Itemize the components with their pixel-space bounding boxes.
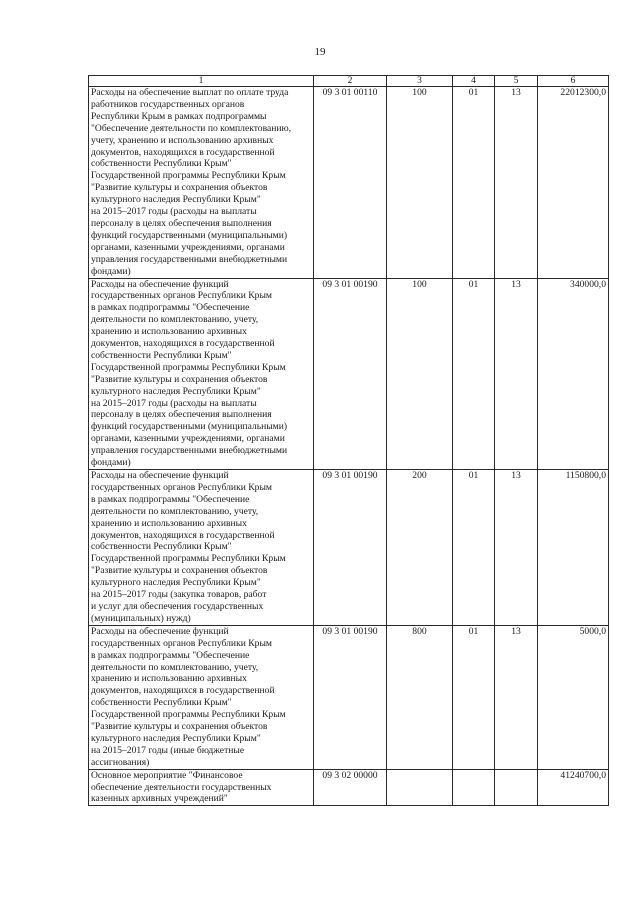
- section-code: 01: [453, 625, 495, 769]
- header-row: [89, 76, 609, 87]
- expense-name: Расходы на обеспечение функций государственных органов Республики Крым в рамках подпрограммы "Обеспечение деятельности по комплектованию, учету, хранению и использованию архивных документов, находящихся в государственной собственности Республики Крым" Государственной программы Республики Крым "Развитие культуры и сохранения объектов культурного наследия Республики Крым" на 2015–2017 годы (закупка товаров, работ и услуг для обеспечения государственных (муниципальных) нужд): [89, 470, 314, 626]
- table-row: [89, 769, 609, 806]
- table-row: [89, 625, 609, 769]
- page-number: 19: [314, 46, 326, 58]
- amount: 5000,0: [538, 625, 609, 769]
- amount: 340000,0: [538, 278, 609, 470]
- expense-type-code: 200: [387, 470, 453, 626]
- expense-name: Расходы на обеспечение функций государственных органов Республики Крым в рамках подпрограммы "Обеспечение деятельности по комплектованию, учету, хранению и использованию архивных документов, находящихся в государственной собственности Республики Крым" Государственной программы Республики Крым "Развитие культуры и сохранения объектов культурного наследия Республики Крым" на 2015–2017 годы (иные бюджетные ассигнования): [89, 625, 314, 769]
- expense-name: Расходы на обеспечение функций государственных органов Республики Крым в рамках подпрограммы "Обеспечение деятельности по комплектованию, учету, хранению и использованию архивных документов, находящихся в государственной собственности Республики Крым" Государственной программы Республики Крым "Развитие культуры и сохранения объектов культурного наследия Республики Крым" на 2015–2017 годы (расходы на выплаты персоналу в целях обеспечения выполнения функций государственными (муниципальными) органами, казенными учреждениями, органами управления государственными внебюджетными фондами): [89, 278, 314, 470]
- expense-type-code: 800: [387, 625, 453, 769]
- subsection-code: 13: [495, 87, 538, 279]
- target-article-code: 09 3 02 00000: [314, 769, 387, 806]
- column-header-4: 4: [453, 76, 495, 87]
- expense-name: Расходы на обеспечение выплат по оплате труда работников государственных органов Республики Крым в рамках подпрограммы "Обеспечение деятельности по комплектованию, учету, хранению и использованию архивных документов, находящихся в государственной собственности Республики Крым" Государственной программы Республики Крым "Развитие культуры и сохранения объектов культурного наследия Республики Крым" на 2015–2017 годы (расходы на выплаты персоналу в целях обеспечения выполнения функций государственными (муниципальными) органами, казенными учреждениями, органами управления государственными внебюджетными фондами): [89, 87, 314, 279]
- column-header-3: 3: [387, 76, 453, 87]
- subsection-code: 13: [495, 470, 538, 626]
- budget-table: [88, 75, 609, 806]
- amount: 22012300,0: [538, 87, 609, 279]
- target-article-code: 09 3 01 00190: [314, 278, 387, 470]
- section-code: 01: [453, 87, 495, 279]
- section-code: [453, 769, 495, 806]
- section-code: 01: [453, 278, 495, 470]
- column-header-1: 1: [89, 76, 314, 87]
- expense-type-code: [387, 769, 453, 806]
- subsection-code: [495, 769, 538, 806]
- section-code: 01: [453, 470, 495, 626]
- expense-type-code: 100: [387, 278, 453, 470]
- table-row: [89, 470, 609, 626]
- column-header-2: 2: [314, 76, 387, 87]
- amount: 41240700,0: [538, 769, 609, 806]
- table-row: [89, 278, 609, 470]
- subsection-code: 13: [495, 278, 538, 470]
- target-article-code: 09 3 01 00190: [314, 625, 387, 769]
- column-header-6: 6: [538, 76, 609, 87]
- target-article-code: 09 3 01 00110: [314, 87, 387, 279]
- table-row: [89, 87, 609, 279]
- expense-type-code: 100: [387, 87, 453, 279]
- column-header-5: 5: [495, 76, 538, 87]
- target-article-code: 09 3 01 00190: [314, 470, 387, 626]
- table-header: [89, 76, 609, 87]
- amount: 1150800,0: [538, 470, 609, 626]
- expense-name: Основное мероприятие "Финансовое обеспечение деятельности государственных казенных архивных учреждений": [89, 769, 314, 806]
- subsection-code: 13: [495, 625, 538, 769]
